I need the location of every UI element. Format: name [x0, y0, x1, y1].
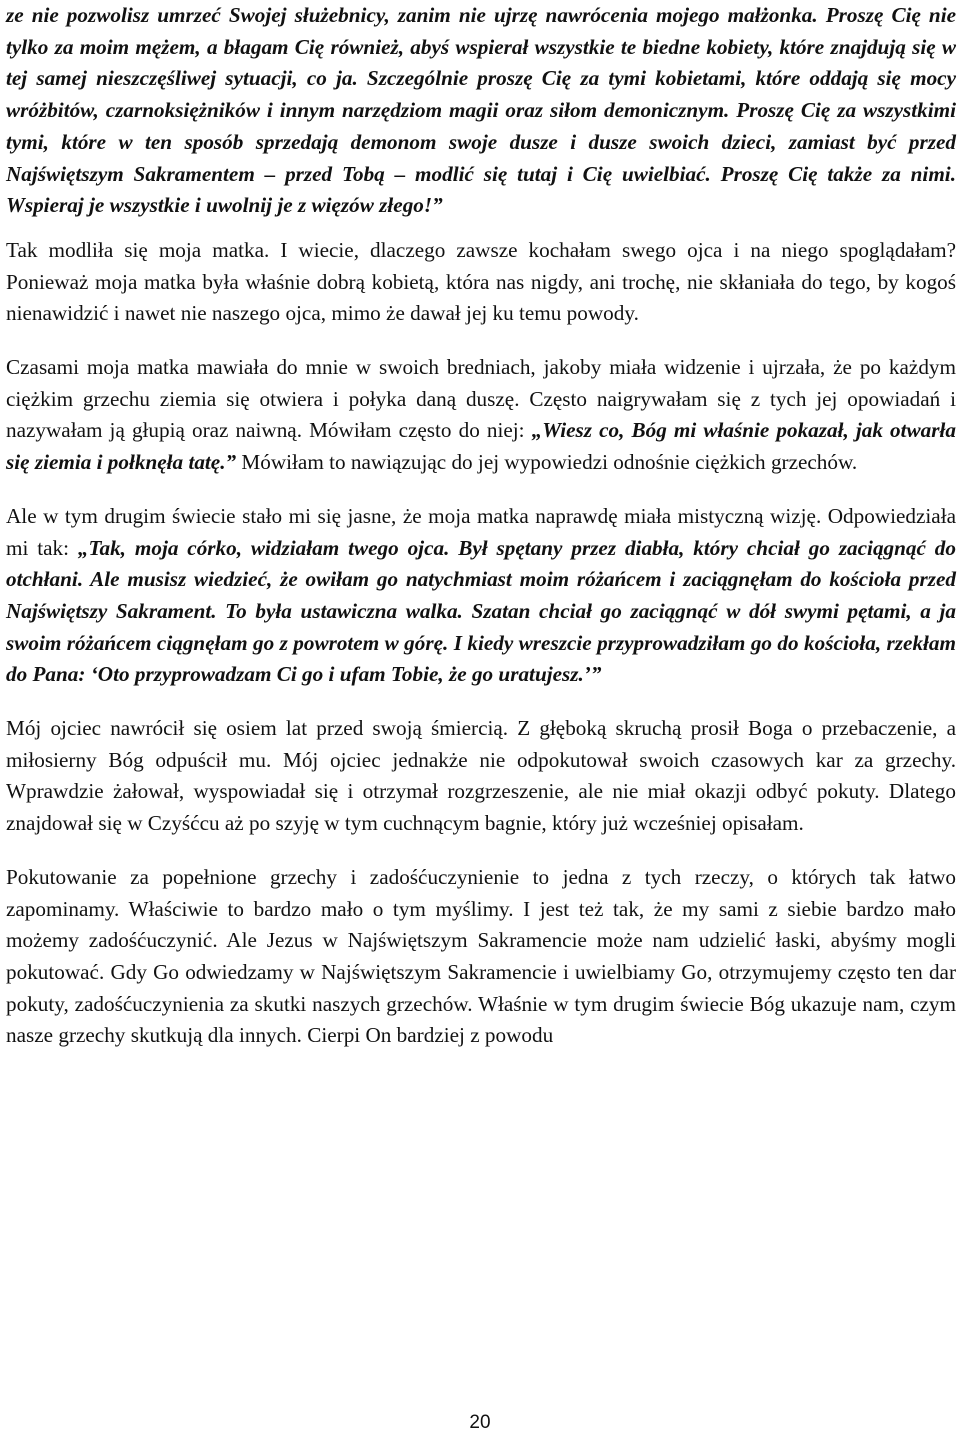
penance-text: Pokutowanie za popełnione grzechy i zadośćuczynienie to jedna z tych rzeczy, o których tak łatwo zapominamy. Właściwie to bardzo mało o tym myślimy. I jest też tak, że my sami z siebie bardzo mało możemy zadośćuczynić. Ale Jezus w Najświętszym Sakramencie może nam udzielić łaski, abyśmy mogli pokutować. Gdy Go odwiedzamy w Najświętszym Sakramencie i uwielbiamy Go, otrzymujemy często ten dar pokuty, zadośćuczynienia za skutki naszych grzechów. Właśnie w tym drugim świecie Bóg ukazuje nam, czym nasze grzechy skutkują dla innych. Cierpi On bardziej z powodu [6, 864, 956, 1048]
mother-prayed-text: Tak modliła się moja matka. I wiecie, dlaczego zawsze kochałam swego ojca i na niego spoglądałam? Ponieważ moja matka była właśnie dobrą kobietą, która nas nigdy, ani trochę, nie skłaniała do tego, by kogoś nienawidzić i nawet nie naszego ojca, mimo że dawał jej ku temu powody. [6, 237, 956, 326]
paragraph-penance [6, 862, 956, 1052]
paragraph-mother-prayed [6, 235, 956, 330]
prayer-text: ze nie pozwolisz umrzeć Swojej służebnicy, zanim nie ujrzę nawrócenia mojego małżonka. Proszę Cię nie tylko za moim mężem, a błagam Cię również, abyś wspierał wszystkie te biedne kobiety, które znajdują się w tej samej nieszczęśliwej sytuacji, co ja. Szczególnie proszę Cię za tymi kobietami, które oddają się mocy wróżbitów, czarnoksiężników i innym narzędziom magii oraz siłom demonicznym. Proszę Cię za wszystkimi tymi, które w ten sposób sprzedają demonom swoje dusze i dusze swoich dzieci, zamiast być przed Najświętszym Sakramentem – przed Tobą – modlić się tutaj i Cię uwielbiać. Proszę Cię także za nimi. Wspieraj je wszystkie i uwolnij je z więzów złego!” [6, 3, 956, 218]
page-number: 20 [469, 1412, 491, 1433]
paragraph-mystic-vision [6, 501, 956, 691]
vision-text: Czasami moja matka mawiała do mnie w swoich bredniach, jakoby miała widzenie i ujrzała, że po każdym ciężkim grzechu ziemia się otwiera i połyka daną duszę. Często naigrywałam się z tych jej opowiadań i nazywałam ją głupią oraz naiwną. Mówiłam często do niej: [6, 355, 956, 443]
document-page [6, 0, 956, 1052]
father-conversion-text: Mój ojciec nawrócił się osiem lat przed swoją śmiercią. Z głęboką skruchą prosił Boga o przebaczenie, a miłosierny Bóg odpuścił mu. Mój ojciec jednakże nie odpokutował swoich czasowych kar za grzechy. Wprawdzie żałował, wyspowiadał się i otrzymał rozgrzeszenie, ale nie miał okazji odbyć pokuty. Dlatego znajdował się w Czyśćcu aż po szyję w tym cuchnącym bagnie, który już wcześniej opisałam. [6, 716, 956, 836]
mystic-vision-quote: „Tak, moja córko, widziałam twego ojca. Był spętany przez diabła, który chciał go zaciągnąć do otchłani. Ale musisz wiedzieć, że owiłam go natychmiast moim różańcem i zaciągnęłam do kościoła przed Najświętszy Sakrament. To była ustawiczna walka. Szatan chciał go zaciągnąć w dół swymi pętami, a ja swoim różańcem ciągnęłam go z powrotem w górę. I kiedy wreszcie przyprowadziłam go do kościoła, rzekłam do Pana: ‘Oto przyprowadzam Ci go i ufam Tobie, że go uratujesz.’” [6, 535, 956, 687]
mystic-vision-text: Ale w tym drugim świecie stało mi się jasne, że moja matka naprawdę miała mistyczną wizję. Odpowiedziała mi tak: [6, 503, 956, 560]
paragraph-father-conversion [6, 713, 956, 840]
vision-text-end: Mówiłam to nawiązując do jej wypowiedzi odnośnie ciężkich grzechów. [236, 450, 858, 475]
vision-quote: „Wiesz co, Bóg mi właśnie pokazał, jak otwarła się ziemia i połknęła tatę.” [6, 418, 956, 475]
paragraph-vision [6, 352, 956, 479]
paragraph-prayer [6, 0, 956, 222]
